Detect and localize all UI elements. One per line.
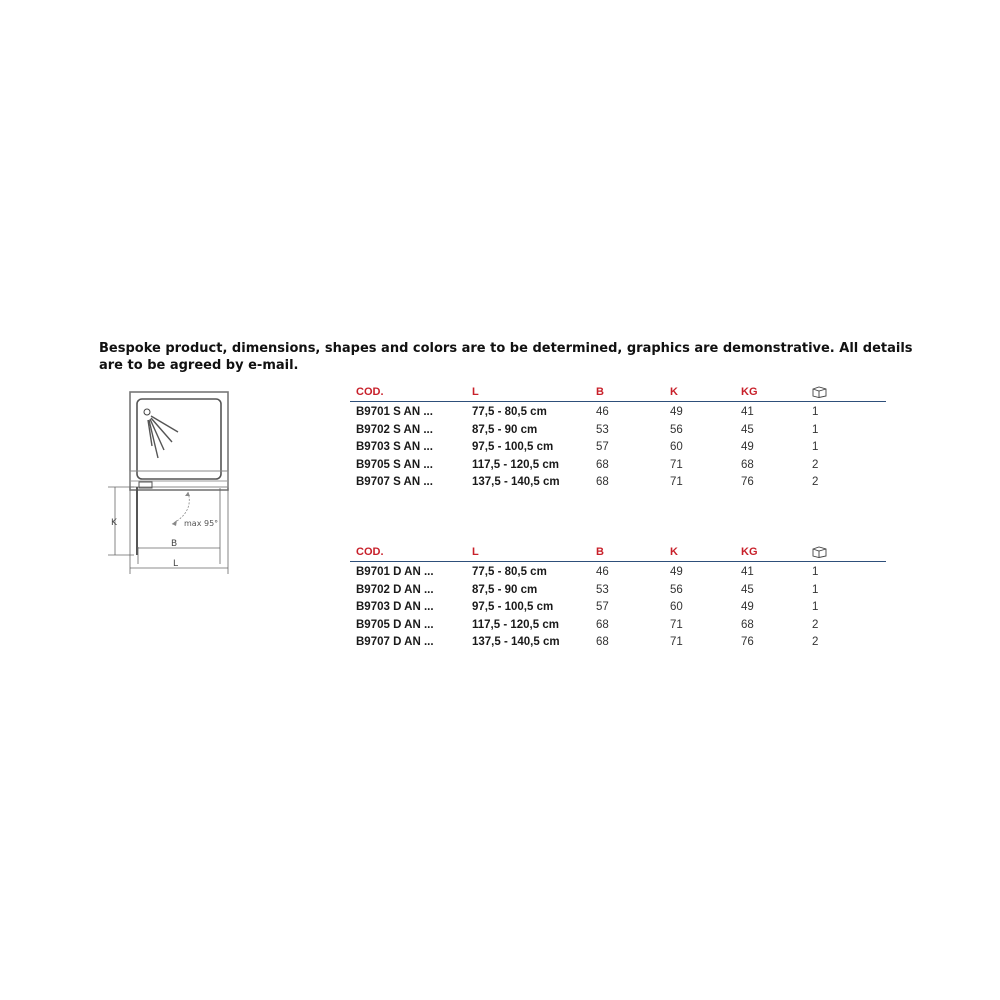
spec-table-s (350, 384, 886, 492)
drain-icon (144, 409, 150, 415)
table-row: B9702 S AN ... 87,5 - 90 cm 53 56 45 1 (356, 423, 819, 436)
angle-label: max 95° (184, 519, 219, 528)
dimension-b-label: B (171, 539, 178, 549)
table-header (350, 384, 886, 402)
col-header-kg: KG (741, 546, 758, 558)
shower-diagram (100, 384, 240, 579)
col-header-kg: KG (741, 386, 758, 398)
table-row: B9701 D AN ... 77,5 - 80,5 cm 46 49 41 1 (356, 566, 819, 578)
table-row: B9702 D AN ... 87,5 - 90 cm 53 56 45 1 (356, 583, 819, 596)
table-row: B9707 D AN ... 137,5 - 140,5 cm 68 71 76 2 (356, 636, 819, 648)
water-spray-lines (148, 416, 178, 458)
table-row: B9703 S AN ... 97,5 - 100,5 cm 57 60 49 1 (356, 441, 819, 453)
table-row: B9703 D AN ... 97,5 - 100,5 cm 57 60 49 1 (356, 601, 819, 613)
col-header-cod: COD. (356, 546, 384, 558)
table-row: B9707 S AN ... 137,5 - 140,5 cm 68 71 76 2 (356, 476, 819, 488)
col-header-l: L (472, 386, 479, 398)
table-header (350, 544, 886, 562)
intro-text: Bespoke product, dimensions, shapes and colors are to be determined, graphics are demonstrative. All details are to be agreed by e-mail. (99, 341, 913, 373)
spec-table-d (350, 544, 886, 652)
table-row: B9701 S AN ... 77,5 - 80,5 cm 46 49 41 1 (356, 406, 819, 418)
col-header-l: L (472, 546, 479, 558)
package-box-icon (812, 544, 827, 561)
col-header-b: B (596, 386, 604, 398)
shower-tray-outline (130, 392, 228, 490)
table-row: B9705 S AN ... 117,5 - 120,5 cm 68 71 68 2 (356, 458, 819, 471)
dimension-l-label: L (173, 559, 179, 569)
col-header-k: K (670, 546, 678, 558)
table-row: B9705 D AN ... 117,5 - 120,5 cm 68 71 68 2 (356, 618, 819, 631)
col-header-cod: COD. (356, 386, 384, 398)
col-header-b: B (596, 546, 604, 558)
door-panel (136, 487, 138, 555)
col-header-k: K (670, 386, 678, 398)
dimension-k-label: K (111, 518, 117, 528)
package-box-icon (812, 384, 827, 401)
